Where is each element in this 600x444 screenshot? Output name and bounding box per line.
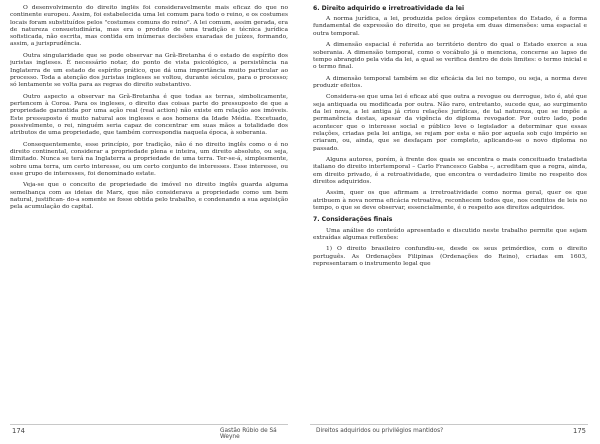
page-number: 175 [573, 427, 586, 435]
paragraph: 1) O direito brasileiro confundiu-se, desde os seus primórdios, com o direito português. As Ordenações Filipinas (Ordenações do Reino), criadas em 1603, representaram o instrumento legal que [313, 246, 587, 267]
paragraph: A dimensão temporal também se diz eficácia da lei no tempo, ou seja, a norma deve produzir efeitos. [313, 75, 587, 89]
left-footer [10, 424, 288, 440]
section-heading: 7. Considerações finais [313, 216, 393, 224]
paragraph: Consequentemente, esse princípio, por tradição, não é no direito inglês como o é no direito continental, considerar a propriedade plena e inteira, um direito absoluto, ou seja, ilimitado. Nunca se terá na Inglaterra a propriedade de uma terra. Ter-se-á, simplesmente, sobre uma terra, um certo interesse, ou um certo conjunto de interesses. Esse interesse, ou esse grupo de interesses, foi denominado estate. [10, 141, 288, 177]
paragraph: A norma jurídica, a lei, produzida pelos órgãos competentes do Estado, é a forma fundamental de expressão do direito, que se projeta em duas dimensões: uma espacial e outra temporal. [313, 16, 587, 37]
paragraph: Outra singularidade que se pode observar na Grã-Bretanha é o estado de espírito dos juristas ingleses. É necessário notar, do ponto de vista psicológico, a persistência na Inglaterra de um estado de espírito prático, que dá uma importância muito particular ao processo. Toda a atenção dos juristas ingleses se voltou, durante séculos, para o processo; só lentamente se volta para as regras do direito substantivo. [10, 52, 288, 89]
paragraph: Veja-se que o conceito de propriedade de imóvel no direito inglês guarda alguma semelhança com as ideias de Marx, que não considerava a propriedade como um bem natural, justifican- do-a somente se fosse obtida pelo trabalho, e condenando a sua aquisição pela acumulação do capital. [10, 182, 288, 211]
right-text-column [313, 5, 587, 415]
section-heading: 6. Direito adquirido e irretroatividade da lei [313, 5, 465, 12]
left-text-column [10, 5, 288, 415]
right-page [300, 0, 600, 444]
paragraph: Alguns autores, porém, à frente dos quais se encontra o mais conceituado tratadista italiano do direito intertemporal – Carlo Francesco Gabba –, acreditam que a regra, ainda, em direito privado, é a retroatividade, que encontra o verdadeiro limite no respeito dos direitos adquiridos. [313, 156, 587, 185]
paragraph: Assim, quer os que afirmam a irretroatividade como norma geral, quer os que atribuem à nova norma eficácia retroativa, reconhecem todos que, nos conflitos de leis no tempo, o que se deve observar, essencialmente, é o respeito aos direitos adquiridos. [313, 190, 587, 211]
paragraph: Outro aspecto a observar na Grã-Bretanha é que todas as terras, simbolicamente, pertencem à Coroa. Para os ingleses, o direito das coisas parte do pressuposto de que a propriedade garantida por uma ação real (real action) não existe em relação aos imóveis. Este pressuposto é muito natural aos ingleses e aos homens da Idade Média. Excetuado, possivelmente, o rei, ninguém seria capaz de concentrar em suas mãos a totalidade dos atributos de uma propriedade, que também correspondia naquela época, à soberania. [10, 93, 288, 137]
paragraph: O desenvolvimento do direito inglês foi consideravelmente mais eficaz do que no continente europeu. Assim, foi estabelecida uma lei comum para todo o reino, e os costumes locais foram substituídos pelos "costumes comuns do reino". A lei comum, assim gerada, era de natureza consuetudinária, mas era o produto de uma tradição e técnica jurídica sofisticada, não escrita, mas contida em inúmeras decisões exaradas de juízes, formando, assim, a jurisprudência. [10, 5, 288, 48]
running-head-title: Direitos adquiridos ou privilégios mantidos? [316, 428, 444, 434]
page-number: 174 [12, 427, 25, 435]
right-footer [310, 424, 588, 437]
paragraph: Uma análise do conteúdo apresentado e discutido neste trabalho permite que sejam extraídas algumas reflexões: [313, 227, 587, 241]
paragraph: A dimensão espacial é referida ao território dentro do qual o Estado exerce a sua soberania. A dimensão temporal, como o vocábulo já o menciona, concerne ao lapso de tempo abrangido pela vida da lei, a qual se verifica dentro de dois limites: o termo inicial e o termo final. [313, 42, 587, 71]
running-head-author: Gastão Rúbio de Sá Weyne [220, 428, 277, 440]
paragraph: Considera-se que uma lei é eficaz até que outra a revogue ou derrogue, isto é, até que seja antiquada ou modificada por outra. Não raro, entretanto, sucede que, ao surgimento da lei nova, a lei antiga já criou relações jurídicas, de tal natureza, que se impõe a permanência destas, apesar da vigência do diploma revogador. Por outro lado, pode acontecer que o interesse social e público leve o legislador a determinar que essas relações, criadas pela lei antiga, se rejam por esta e não por aquela sob cujo império se criaram, ou, ainda, que se desfaçam por completo, aplicando-se o novo diploma no passado. [313, 94, 587, 152]
